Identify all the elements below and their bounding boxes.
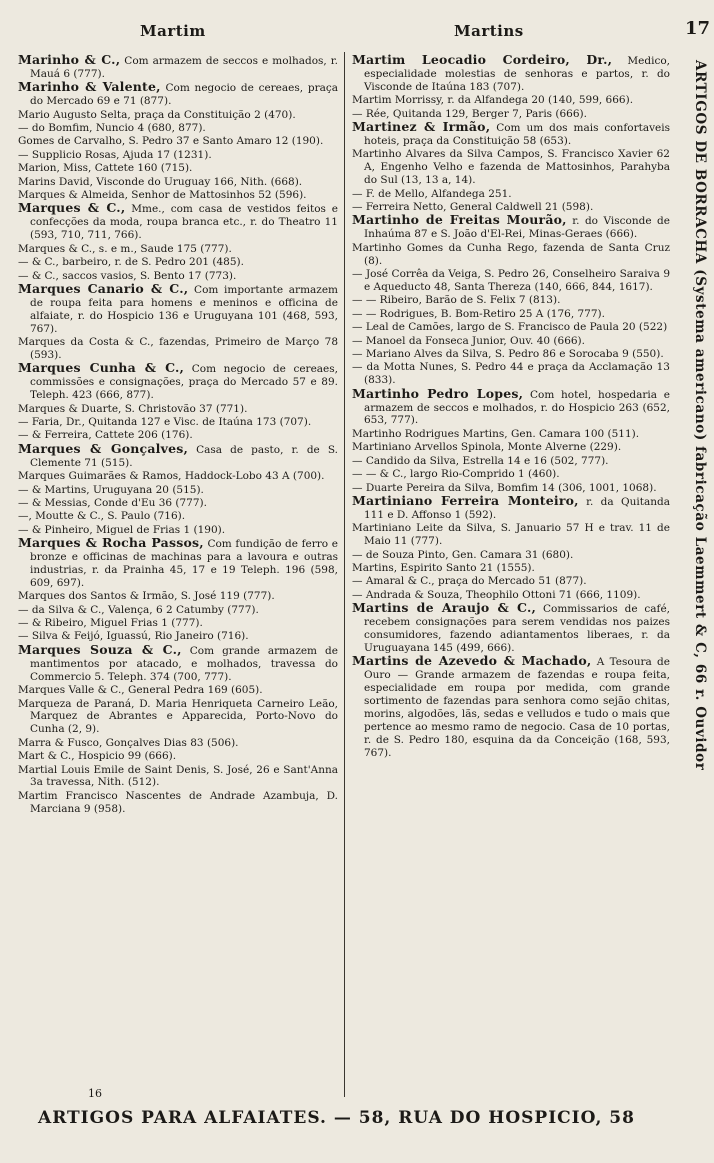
directory-entry [352,321,670,334]
entry-text: —, Moutte & C., S. Paulo (716). [18,510,186,523]
entry-text: Mme., com casa de vestidos feitos e confecções da moda, roupa branca etc., r. do Theatro 11 (593, 710, 711, 766). [30,203,338,242]
entry-text: — da Silva & C., Valença, 6 2 Catumby (777). [18,603,259,616]
directory-entry [352,385,670,428]
entry-text: — Mariano Alves da Silva, S. Pedro 86 e Sorocaba 9 (550). [352,347,664,360]
directory-entry [18,684,338,697]
directory-entry [352,492,670,522]
entry-text: Marion, Miss, Cattete 160 (715). [18,162,193,175]
entry-text: Marques & C., s. e m., Saude 175 (777). [18,242,232,255]
directory-entry [18,243,338,256]
entry-text: Martiniano Leite da Silva, S. Januario 57 H e trav. 11 de Maio 11 (777). [352,522,670,548]
directory-entry [18,497,338,510]
entry-text: — Supplicio Rosas, Ajuda 17 (1231). [18,148,212,161]
directory-entry [352,348,670,361]
entry-text: Com negocio de cereaes, praça do Mercado 69 e 71 (877). [30,82,338,108]
entry-text: — José Corrêa da Veiga, S. Pedro 26, Conselheiro Saraiva 9 e Aqueducto 48, Santa Thereza (140, 666, 844, 1617). [352,268,670,293]
entry-text: Marques Guimarães & Ramos, Haddock-Lobo 43 A (700). [18,470,325,483]
directory-entry [18,604,338,617]
directory-entry [352,308,670,321]
entry-name: Marques & C., [18,200,126,216]
directory-entry [18,790,338,816]
directory-entry [352,455,670,468]
entry-text: Com negocio de cereaes, commissões e consignações, praça do Mercado 57 e 89. Teleph. 423 (666, 877). [30,363,338,402]
directory-entry [352,549,670,562]
entry-name: Marques Souza & C., [18,641,182,657]
directory-entry [352,335,670,348]
directory-entry [352,468,670,481]
right-column [352,54,670,760]
directory-entry [18,641,338,684]
entry-name: Marinho & Valente, [18,79,161,95]
entry-text: Com grande armazem de mantimentos por atacado, e molhados, travessa do Commercio 5. Teleph. 374 (700, 777). [30,644,338,683]
entry-text: — Amaral & C., praça do Mercado 51 (877). [352,575,587,588]
column-divider [344,52,345,1097]
entry-text: Martinho Gomes da Cunha Rego, fazenda de Santa Cruz (8). [352,241,670,267]
entry-text: — Candido da Silva, Estrella 14 e 16 (502, 777). [352,454,609,467]
entry-text: Martiniano Arvellos Spinola, Monte Alverne (229). [352,441,622,454]
directory-entry [352,214,670,241]
directory-entry [18,202,338,242]
directory-entry [18,336,338,362]
entry-text: Com armazem de seccos e molhados, r. Mauá 6 (777). [30,55,338,80]
directory-entry [18,109,338,122]
entry-text: — do Bomfim, Nuncio 4 (680, 877). [18,122,206,135]
directory-entry [18,280,338,336]
directory-entry [18,750,338,763]
directory-entry [352,294,670,307]
entry-text: Martinho Alvares da Silva Campos, S. Francisco Xavier 62 A, Engenho Velho e fazenda de Mattosinhos, Parahyba do Sul (13, 13 a, 14). [352,148,670,187]
entry-text: Martim Morrissy, r. da Alfandega 20 (140, 599, 666). [352,94,634,107]
directory-entry [18,403,338,416]
entry-text: — — Ribeiro, Barão de S. Felix 7 (813). [352,294,561,307]
directory-entry [352,428,670,441]
directory-entry [18,484,338,497]
entry-text: — Faria, Dr., Quitanda 127 e Visc. de Itaúna 173 (707). [18,415,312,428]
directory-entry [18,122,338,135]
entry-text: Marques da Costa & C., fazendas, Primeiro de Março 78 (593). [18,336,338,361]
entry-text: Marques Valle & C., General Pedra 169 (605). [18,684,263,697]
entry-text: — Rée, Quitanda 129, Berger 7, Paris (666). [352,107,587,120]
entry-text: — & Martins, Uruguyana 20 (515). [18,483,204,496]
entry-name: Martinho Pedro Lopes, [352,385,524,401]
entry-text: — Duarte Pereira da Silva, Bomfim 14 (306, 1001, 1068). [352,481,657,494]
directory-entry [352,602,670,655]
directory-entry [18,737,338,750]
entry-text: Marqueza de Paraná, D. Maria Henriqueta Carneiro Leão, Marquez de Abrantes e Apparecida, Porto-Novo do Cunha (2, 9). [18,697,338,736]
entry-text: — Manoel da Fonseca Junior, Ouv. 40 (666). [352,334,585,347]
directory-entry [18,470,338,483]
directory-entry [18,176,338,189]
directory-entry [18,416,338,429]
directory-entry [18,510,338,523]
directory-entry [352,148,670,187]
directory-entry [18,256,338,269]
entry-text: Com fundição de ferro e bronze e officinas de machinas para a lavoura e outras industrias, r. da Prainha 45, 17 e 19 Teleph. 196 (598, 609, 697). [30,538,339,589]
entry-text: Com um dos mais confortaveis hoteis, praça da Constituição 58 (653). [364,122,670,147]
entry-text: Marra & Fusco, Gonçalves Dias 83 (506). [18,736,239,749]
entry-text: — F. de Mello, Alfandega 251. [352,187,512,200]
entry-name: Marques & Gonçalves, [18,440,189,456]
directory-entry [18,149,338,162]
entry-text: Casa de pasto, r. de S. Clemente 71 (515). [30,443,338,469]
directory-entry [352,361,670,387]
side-advert-text: ARTIGOS DE BORRACHA (Systema americano) fabricação Laemmert & C, 66 r. Ouvidor [692,60,708,771]
directory-entry [352,441,670,454]
entry-text: — Andrada & Souza, Theophilo Ottoni 71 (666, 1109). [352,588,641,601]
directory-entry [18,698,338,737]
right-header: Martins [454,22,524,40]
entry-text: Com hotel, hospedaria e armazem de seccos e molhados, r. do Hospicio 263 (652, 653, 777). [364,388,670,427]
entry-name: Marques & Rocha Passos, [18,535,204,551]
entry-text: — & Pinheiro, Miguel de Frias 1 (190). [18,523,226,536]
page-number: 17 [684,18,710,39]
directory-entry [18,537,338,590]
entry-text: Com importante armazem de roupa feita para homens e meninos e officina de alfaiate, r. do Hospicio 136 e Uruguyana 101 (468, 593, 767). [30,283,338,335]
side-advert [692,60,712,1110]
entry-text: — da Motta Nunes, S. Pedro 44 e praça da Acclamação 13 (833). [352,361,670,387]
entry-text: A Tesoura de Ouro — Grande armazem de fazendas e roupa feita, especialidade em roupa por medida, com grande sortimento de fazendas para senhora como sejão chitas, morins, algodões, lãs, sedas e velludos e tudo o mais que pertence ao mesmo ramo de negocio. Casa de 10 portas, r. de S. Pedro 180, esquina da da Conceição (168, 593, 767). [364,656,670,759]
entry-name: Martim Leocadio Cordeiro, Dr., [352,52,613,67]
entry-text: Mart & C., Hospicio 99 (666). [18,750,177,763]
entry-text: Martial Louis Emile de Saint Denis, S. José, 26 e Sant'Anna 3a travessa, Nith. (512). [18,763,338,789]
entry-text: Martim Francisco Nascentes de Andrade Azambuja, D. Marciana 9 (958). [18,789,338,815]
entry-text: — de Souza Pinto, Gen. Camara 31 (680). [352,548,574,561]
directory-entry [18,440,338,470]
entry-text: Medico, especialidade molestias de senhoras e partos, r. do Visconde de Itaúna 183 (707). [364,55,670,93]
directory-entry [352,188,670,201]
directory-entry [18,81,338,108]
directory-entry [352,655,670,759]
directory-entry [352,54,670,94]
directory-entry [18,362,338,402]
directory-entry [352,562,670,575]
footer-page-number: 16 [88,1087,102,1100]
left-column [18,54,338,816]
directory-entry [352,94,670,107]
entry-name: Martiniano Ferreira Monteiro, [352,492,579,508]
entry-text: — & C., saccos vasios, S. Bento 17 (773). [18,269,237,282]
entry-text: — Ferreira Netto, General Caldwell 21 (598). [352,200,594,213]
entry-text: Marques dos Santos & Irmão, S. José 119 (777). [18,590,275,603]
directory-entry [18,54,338,81]
entry-name: Martinho de Freitas Mourão, [352,212,567,228]
entry-text: — Leal de Camões, largo de S. Francisco de Paula 20 (522) [352,321,668,334]
entry-text: Marques & Duarte, S. Christovão 37 (771). [18,402,248,415]
directory-entry [352,268,670,294]
entry-name: Marinho & C., [18,52,121,67]
entry-text: — & Ribeiro, Miguel Frias 1 (777). [18,617,203,630]
directory-entry [352,242,670,268]
entry-name: Martins de Azevedo & Machado, [352,653,592,669]
entry-text: Marques & Almeida, Senhor de Mattosinhos 52 (596). [18,189,307,202]
entry-text: Commissarios de café, recebem consignações para serem vendidas nos paizes consumidores, fazendo adiantamentos liberaes, r. da Uruguayana 145 (499, 666). [364,603,670,654]
entry-text: Martins, Espirito Santo 21 (1555). [352,561,535,574]
directory-entry [352,575,670,588]
directory-entry [18,590,338,603]
entry-text: Mario Augusto Selta, praça da Constituição 2 (470). [18,108,296,121]
directory-entry [18,135,338,148]
entry-text: Martinho Rodrigues Martins, Gen. Camara 100 (511). [352,427,640,440]
left-header: Martim [140,22,206,40]
entry-text: r. da Quitanda 111 e D. Affonso 1 (592). [364,495,670,521]
directory-entry [18,162,338,175]
entry-name: Martins de Araujo & C., [352,600,537,616]
entry-text: r. do Visconde de Inhaúma 87 e S. João d'El-Rei, Minas-Geraes (666). [364,215,670,241]
entry-name: Marques Canario & C., [18,280,189,296]
footer-advert: ARTIGOS PARA ALFAIATES. — 58, RUA DO HOSPICIO, 58 [38,1108,635,1128]
entry-text: Gomes de Carvalho, S. Pedro 37 e Santo Amaro 12 (190). [18,135,324,148]
directory-entry [18,764,338,790]
entry-name: Marques Cunha & C., [18,360,185,376]
entry-text: — & Ferreira, Cattete 206 (176). [18,429,193,442]
entry-text: — Silva & Feijó, Iguassú, Rio Janeiro (716). [18,630,249,643]
entry-name: Martinez & Irmão, [352,119,491,135]
entry-text: — & Messias, Conde d'Eu 36 (777). [18,496,207,509]
entry-text: — — & C., largo Rio-Comprido 1 (460). [352,468,560,481]
directory-entry [352,522,670,548]
directory-entry [18,617,338,630]
entry-text: — & C., barbeiro, r. de S. Pedro 201 (485). [18,256,244,269]
directory-entry [352,121,670,148]
entry-text: Marins David, Visconde do Uruguay 166, Nith. (668). [18,175,303,188]
entry-text: — — Rodrigues, B. Bom-Retiro 25 A (176, 777). [352,307,605,320]
